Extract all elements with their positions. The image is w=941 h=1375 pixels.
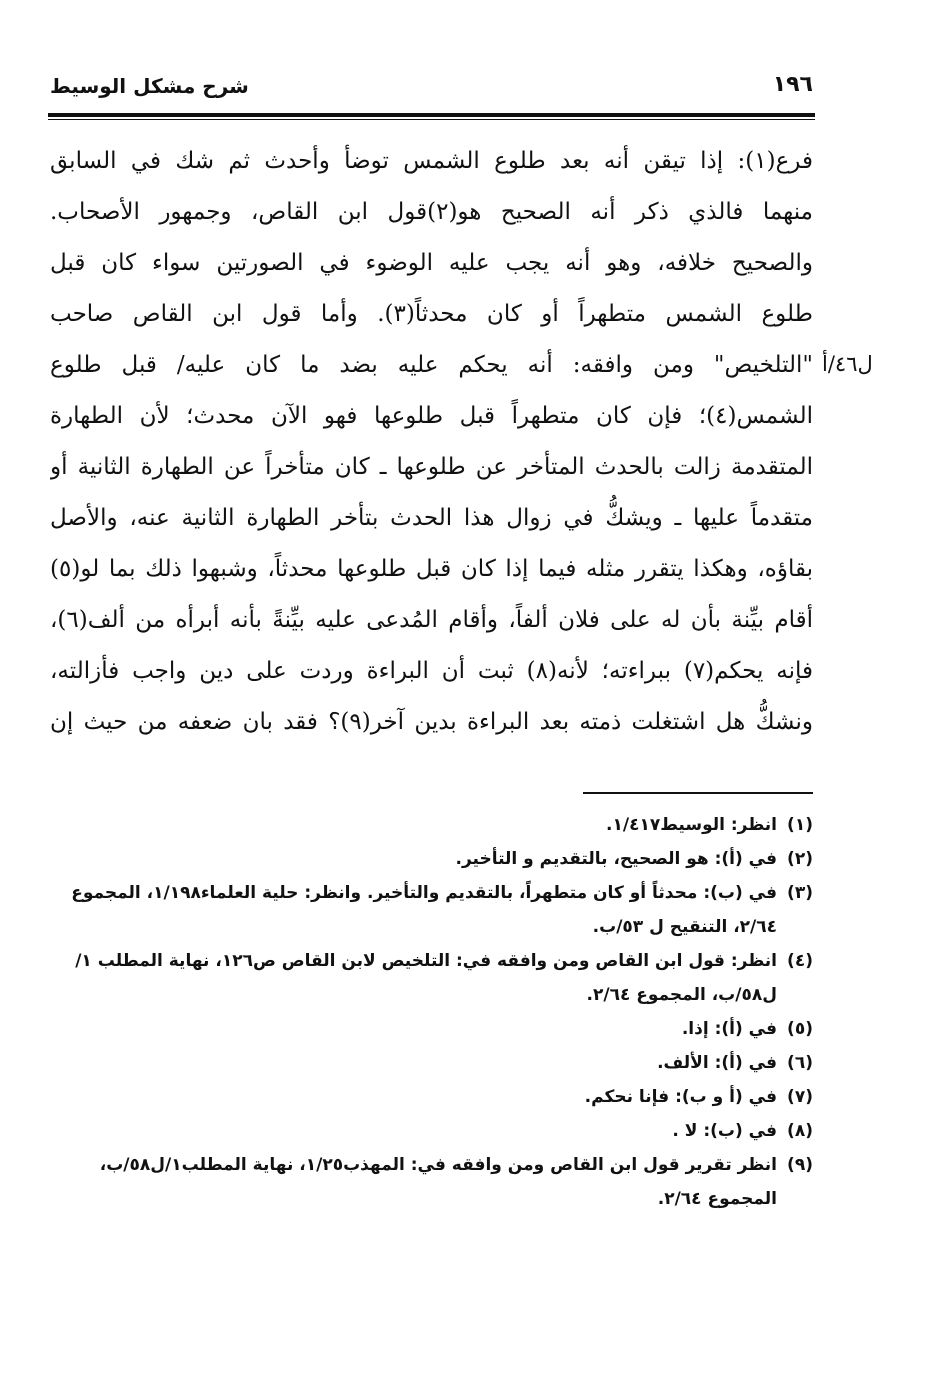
footnote-number: (٣) bbox=[787, 883, 813, 903]
footnote-number: (٩) bbox=[787, 1155, 813, 1175]
footnote-text: في (أ و ب): فإنا نحكم. bbox=[584, 1087, 777, 1107]
footnote bbox=[50, 1114, 813, 1148]
footnote-text: في (أ): الألف. bbox=[657, 1053, 777, 1073]
footnote-number: (٧) bbox=[787, 1087, 813, 1107]
footnote-text: انظر: الوسيط١/٤١٧. bbox=[606, 815, 777, 835]
footnote-text: في (ب): لا . bbox=[672, 1121, 777, 1141]
text-line: فإنه يحكم(٧) ببراءته؛ لأنه(٨) ثبت أن البراءة وردت على دين واجب فأزالته، bbox=[50, 658, 813, 684]
text-line: والصحيح خلافه، وهو أنه يجب عليه الوضوء في الصورتين سواء كان قبل bbox=[50, 250, 813, 276]
page-header bbox=[50, 70, 813, 108]
text-line: أقام بيِّنة بأن له على فلان ألفاً، وأقام المُدعى عليه بيِّنةً بأنه أبرأه من ألف(٦)، bbox=[50, 607, 813, 633]
footnote-text: انظر تقرير قول ابن القاص ومن وافقه في: المهذب١/٢٥، نهاية المطلب١/ل٥٨/ب، المجموع ٢/٦٤. bbox=[99, 1155, 777, 1209]
book-title: شرح مشكل الوسيط bbox=[50, 74, 249, 98]
footnote-text: انظر: قول ابن القاص ومن وافقه في: التلخيص لابن القاص ص١٢٦، نهاية المطلب ١/ل٥٨/ب، المجموع ٢/٦٤. bbox=[75, 951, 777, 1005]
text-line: ونشكُّ هل اشتغلت ذمته بعد البراءة بدين آخر(٩)؟ فقد بان ضعفه من حيث إن bbox=[50, 709, 813, 735]
manuscript-folio-note: ل٤٦/أ bbox=[822, 352, 873, 376]
text-line: منهما فالذي ذكر أنه الصحيح هو(٢)قول ابن القاص، وجمهور الأصحاب. bbox=[50, 199, 813, 225]
footnote bbox=[50, 1148, 813, 1216]
footnote-number: (١) bbox=[787, 815, 813, 835]
footnote bbox=[50, 876, 813, 944]
text-line: المتقدمة زالت بالحدث المتأخر عن طلوعها ـ كان متأخراً عن الطهارة الثانية أو bbox=[50, 454, 813, 480]
text-line: "التلخيص" ومن وافقه: أنه يحكم عليه بضد ما كان عليه/ قبل طلوع bbox=[50, 352, 813, 378]
header-rule-thick bbox=[48, 113, 815, 117]
page-number: ١٩٦ bbox=[772, 72, 813, 97]
footnote bbox=[50, 808, 813, 842]
text-line: طلوع الشمس متطهراً أو كان محدثاً(٣). وأما قول ابن القاص صاحب bbox=[50, 301, 813, 327]
footnote-number: (٥) bbox=[787, 1019, 813, 1039]
text-line: متقدماً عليها ـ ويشكُّ في زوال هذا الحدث بتأخر الطهارة الثانية عنه، والأصل bbox=[50, 505, 813, 531]
header-rule-thin bbox=[48, 119, 815, 120]
text-line: فرع(١): إذا تيقن أنه بعد طلوع الشمس توضأ وأحدث ثم شك في السابق bbox=[50, 148, 813, 174]
footnote-number: (٢) bbox=[787, 849, 813, 869]
footnote-number: (٨) bbox=[787, 1121, 813, 1141]
footnote-number: (٦) bbox=[787, 1053, 813, 1073]
footnote-text: في (أ): هو الصحيح، بالتقديم و التأخير. bbox=[455, 849, 777, 869]
text-line: الشمس(٤)؛ فإن كان متطهراً قبل طلوعها فهو الآن محدث؛ لأن الطهارة bbox=[50, 403, 813, 429]
footnote bbox=[50, 944, 813, 1012]
main-text bbox=[50, 136, 813, 748]
footnote bbox=[50, 1080, 813, 1114]
footnotes bbox=[50, 808, 813, 1216]
footnote bbox=[50, 1046, 813, 1080]
footnote-text: في (أ): إذا. bbox=[681, 1019, 777, 1039]
footnote-separator bbox=[583, 792, 813, 794]
footnote-text: في (ب): محدثاً أو كان متطهراً، بالتقديم والتأخير. وانظر: حلية العلماء١/١٩٨، المجموع ٢/٦٤، التنقيح ل ٥٣/ب. bbox=[71, 883, 777, 937]
footnote-number: (٤) bbox=[787, 951, 813, 971]
footnote bbox=[50, 842, 813, 876]
footnote bbox=[50, 1012, 813, 1046]
text-line: بقاؤه، وهكذا يتقرر مثله فيما إذا كان قبل طلوعها محدثاً، وشبهوا ذلك بما لو(٥) bbox=[50, 556, 813, 582]
